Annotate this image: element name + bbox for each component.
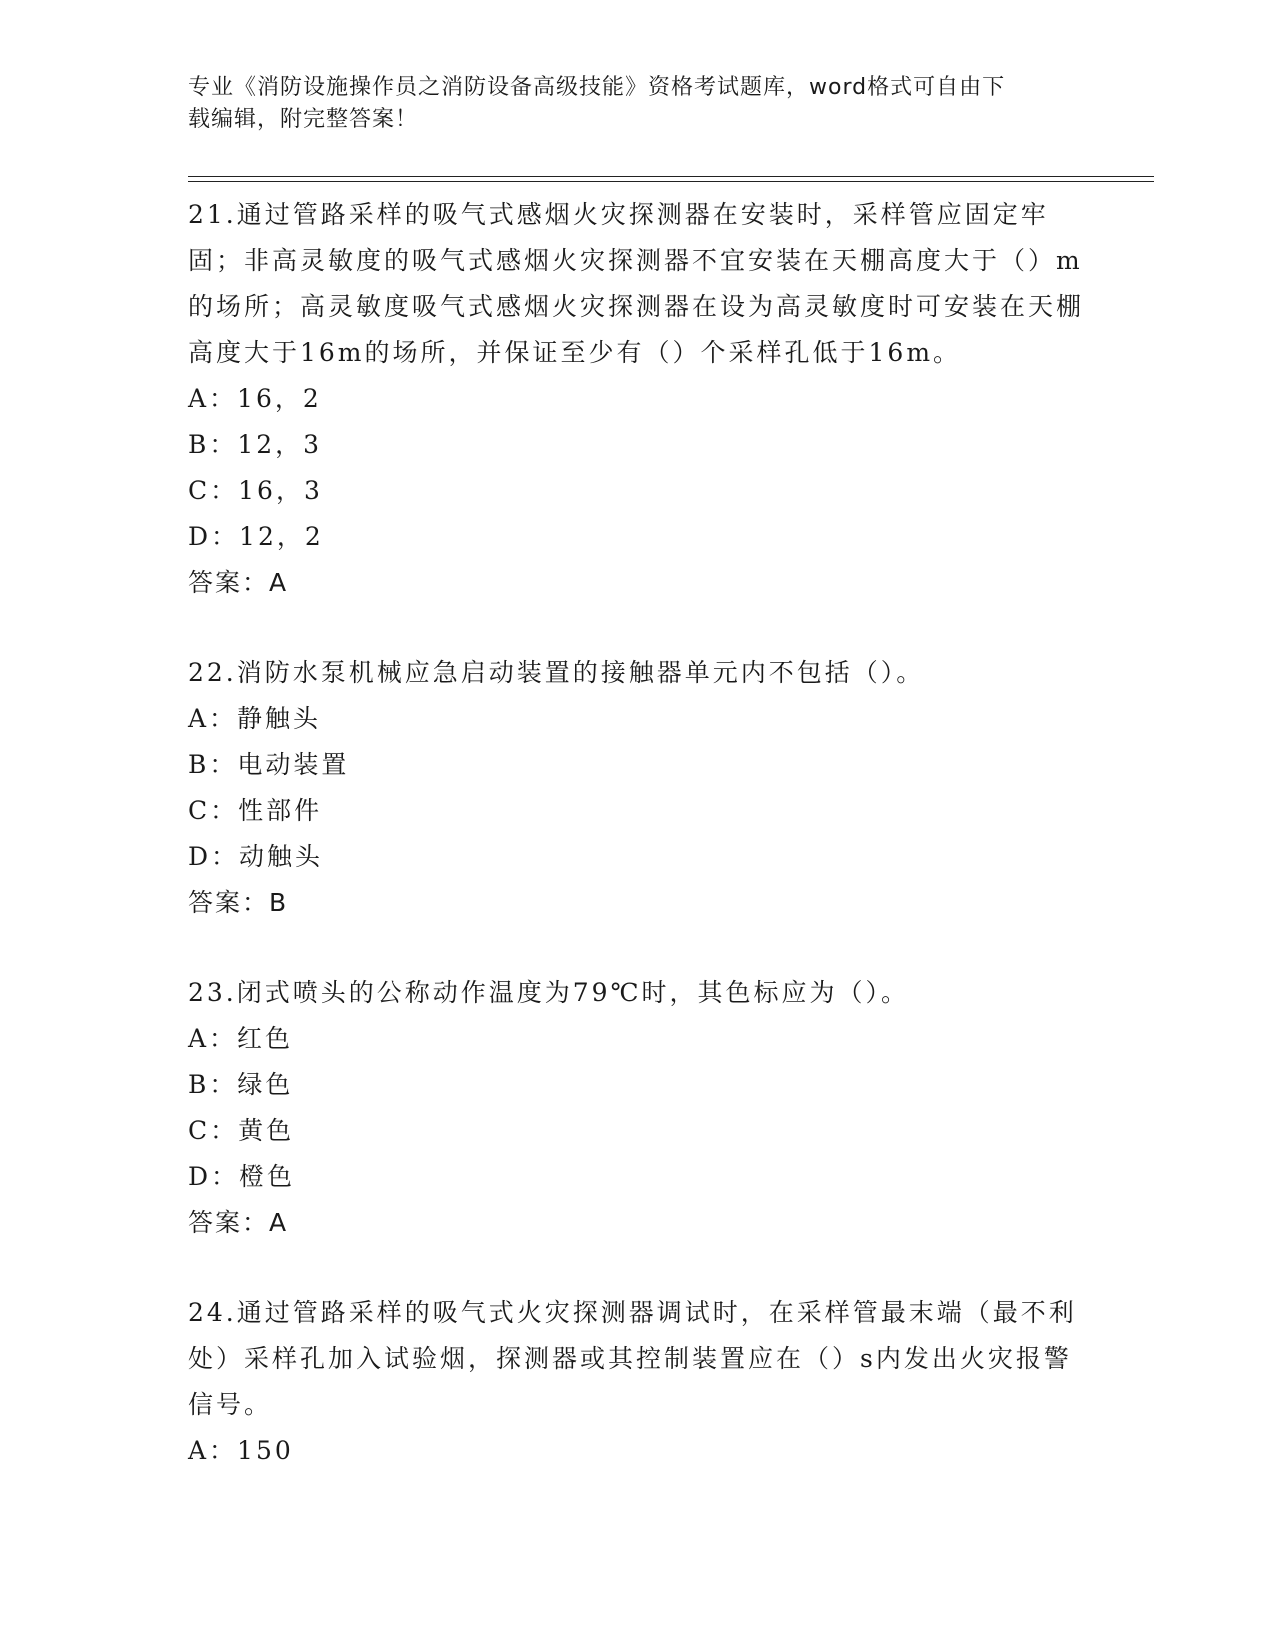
question-21 xyxy=(188,192,1088,606)
option-b: B：绿色 xyxy=(188,1070,294,1099)
option-a: A：红色 xyxy=(188,1024,294,1053)
question-list xyxy=(188,192,1088,1474)
question-22 xyxy=(188,650,1088,926)
option-a: A：150 xyxy=(188,1436,294,1465)
question-24 xyxy=(188,1290,1088,1474)
option-c: C：16，3 xyxy=(188,476,323,505)
option-a: A：静触头 xyxy=(188,704,322,733)
document-header xyxy=(188,72,1088,136)
option-d: D：12，2 xyxy=(188,522,324,551)
header-line-1: 专业《消防设施操作员之消防设备高级技能》资格考试题库，word格式可自由下 xyxy=(188,75,1006,100)
option-c: C：性部件 xyxy=(188,796,323,825)
question-text: 23.闭式喷头的公称动作温度为79℃时，其色标应为（）。 xyxy=(188,978,910,1007)
answer: 答案：B xyxy=(188,888,289,917)
question-23 xyxy=(188,970,1088,1246)
option-d: D：橙色 xyxy=(188,1162,296,1191)
answer: 答案：A xyxy=(188,568,289,597)
question-text: 22.消防水泵机械应急启动装置的接触器单元内不包括（）。 xyxy=(188,658,925,687)
header-rule-top xyxy=(188,176,1154,177)
option-a: A：16，2 xyxy=(188,384,322,413)
option-b: B：电动装置 xyxy=(188,750,350,779)
header-rule-bottom xyxy=(188,181,1154,182)
question-text: 24.通过管路采样的吸气式火灾探测器调试时，在采样管最末端（最不利处）采样孔加入试验烟，探测器或其控制装置应在（）s内发出火灾报警信号。 xyxy=(188,1298,1077,1419)
answer: 答案：A xyxy=(188,1208,289,1237)
option-c: C：黄色 xyxy=(188,1116,295,1145)
option-b: B：12，3 xyxy=(188,430,323,459)
option-d: D：动触头 xyxy=(188,842,324,871)
header-line-2: 载编辑，附完整答案！ xyxy=(188,107,419,132)
question-text: 21.通过管路采样的吸气式感烟火灾探测器在安装时，采样管应固定牢固；非高灵敏度的吸气式感烟火灾探测器不宜安装在天棚高度大于（）m的场所；高灵敏度吸气式感烟火灾探测器在设为高灵敏度时可安装在天棚高度大于16m的场所，并保证至少有（）个采样孔低于16m。 xyxy=(188,200,1085,367)
